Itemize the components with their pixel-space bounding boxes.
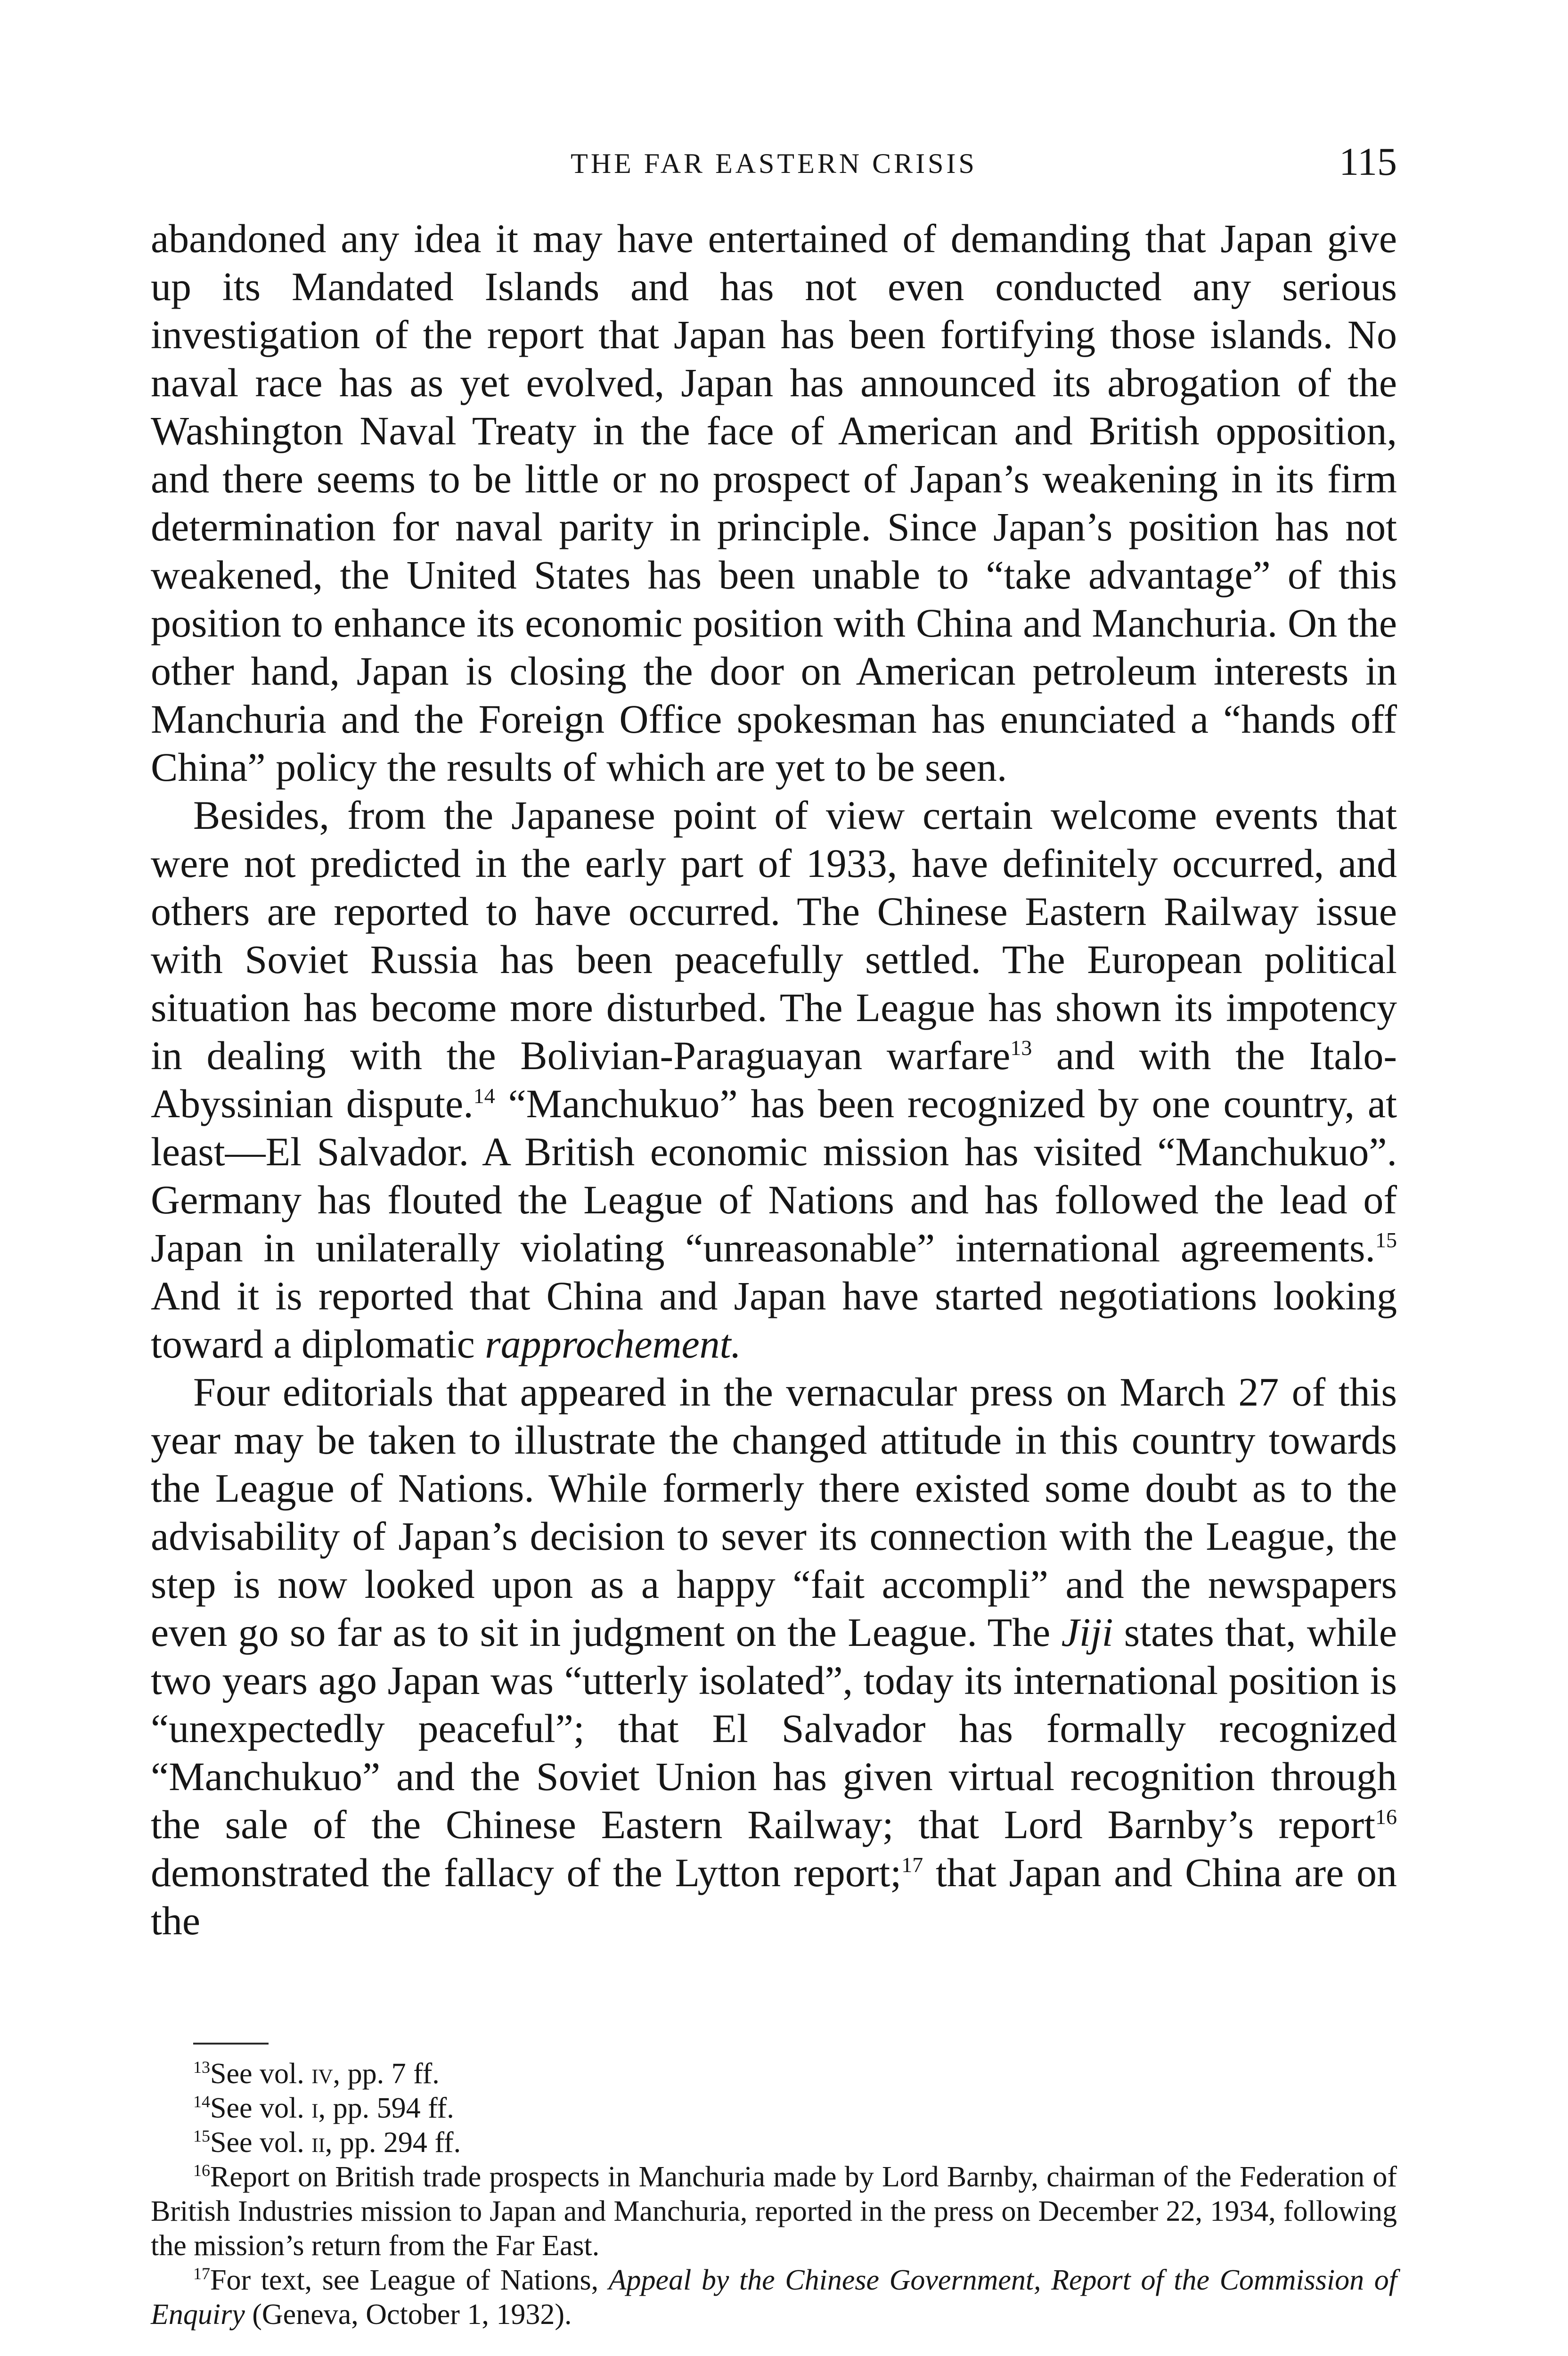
footnote-text: Report on British trade prospects in Manchuria made by Lord Barnby, chairman of the Federation of British Industries mission to Japan and Manchuria, reported in the press on December 22, 1934, following the mission’s return from the Far East.: [151, 2161, 1397, 2262]
footnote-pages: , pp. 294 ff.: [325, 2127, 461, 2159]
footnote-14: [151, 2091, 1397, 2126]
paragraph-3: [151, 1368, 1397, 1945]
italic-jiji: Jiji: [1061, 1610, 1113, 1655]
paragraph-3-part-c: demonstrated the fallacy of the Lytton report;: [151, 1850, 902, 1895]
footnote-ref-15: 15: [1375, 1228, 1397, 1252]
paragraph-2: [151, 791, 1397, 1368]
footnote-ref-17: 17: [901, 1853, 923, 1877]
footnote-divider: [193, 2043, 269, 2045]
paragraph-3-part-b: states that, while two years ago Japan was “utterly isolated”, today its international position is “unexpectedly peaceful”; that El Salvador has formally recognized “Manchukuo” and the Soviet Union has given virtual recognition through the sale of the Chinese Eastern Railway; that Lord Barnby’s report: [151, 1610, 1397, 1847]
footnote-ref-16: 16: [1375, 1805, 1397, 1829]
footnote-ref-14: 14: [473, 1084, 495, 1108]
footnote-text: See vol.: [210, 2092, 312, 2124]
footnote-17: [151, 2263, 1397, 2332]
running-title: THE FAR EASTERN CRISIS: [571, 148, 977, 179]
footnote-text: For text, see League of Nations,: [210, 2264, 609, 2296]
footnotes: [151, 2057, 1397, 2332]
footnote-volume: ii: [311, 2127, 325, 2159]
footnote-number: 16: [193, 2161, 210, 2180]
paragraph-1-text: abandoned any idea it may have entertained of demanding that Japan give up its Mandated Islands and has not even conducted any serious investigation of the report that Japan has been fortifying those islands. No naval race has as yet evolved, Japan has announced its abrogation of the Washington Naval Treaty in the face of American and British opposition, and there seems to be little or no prospect of Japan’s weakening in its firm determination for naval parity in principle. Since Japan’s position has not weakened, the United States has been unable to “take advantage” of this position to enhance its economic position with China and Manchuria. On the other hand, Japan is closing the door on American petroleum interests in Manchuria and the Foreign Office spokesman has enunciated a “hands off China” policy the results of which are yet to be seen.: [151, 216, 1397, 790]
footnote-text: See vol.: [210, 2127, 312, 2159]
paragraph-3-part-d: that Japan and China are on the: [151, 1850, 1397, 1943]
footnote-volume: iv: [311, 2058, 333, 2090]
paragraph-3-part-a: Four editorials that appeared in the vernacular press on March 27 of this year may be taken to illustrate the changed attitude in this country towards the League of Nations. While formerly there existed some doubt as to the advisability of Japan’s decision to sever its connection with the League, the step is now looked upon as a happy “fait accompli” and the newspapers even go so far as to sit in judgment on the League. The: [151, 1369, 1397, 1655]
paragraph-2-part-d: And it is reported that China and Japan have started negotiations looking toward a diplomatic: [151, 1273, 1397, 1366]
running-head: [151, 139, 1397, 191]
footnote-number: 15: [193, 2127, 210, 2145]
footnote-italic-title: Appeal by the Chinese Government, Report of the Commission of Enquiry: [151, 2264, 1397, 2331]
footnote-15: [151, 2126, 1397, 2160]
footnote-pages: , pp. 7 ff.: [333, 2058, 440, 2090]
footnote-13: [151, 2057, 1397, 2091]
footnote-pages: , pp. 594 ff.: [318, 2092, 454, 2124]
paragraph-2-part-c: “Manchukuo” has been recognized by one country, at least—El Salvador. A British economic mission has visited “Manchukuo”. Germany has flouted the League of Nations and has followed the lead of Japan in unilaterally violating “unreasonable” international agreements.: [151, 1081, 1397, 1270]
page-number: 115: [1339, 140, 1397, 184]
body-text: [151, 214, 1397, 1945]
footnote-volume: i: [311, 2092, 318, 2124]
paragraph-2-part-b: and with the Italo-Abyssinian dispute.: [151, 1033, 1397, 1126]
footnote-16: [151, 2160, 1397, 2263]
footnote-number: 17: [193, 2264, 210, 2283]
footnote-number: 13: [193, 2058, 210, 2077]
paragraph-1: [151, 214, 1397, 791]
paragraph-2-part-a: Besides, from the Japanese point of view certain welcome events that were not predicted in the early part of 1933, have definitely occurred, and others are reported to have occurred. The Chinese Eastern Railway issue with Soviet Russia has been peacefully settled. The European political situation has become more disturbed. The League has shown its impotency in dealing with the Bolivian-Paraguayan warfare: [151, 793, 1397, 1078]
italic-rapprochement: rapprochement.: [485, 1321, 742, 1366]
footnote-ref-13: 13: [1010, 1036, 1032, 1060]
footnote-text: See vol.: [210, 2058, 312, 2090]
footnote-source: (Geneva, October 1, 1932).: [245, 2299, 572, 2331]
footnote-number: 14: [193, 2092, 210, 2111]
